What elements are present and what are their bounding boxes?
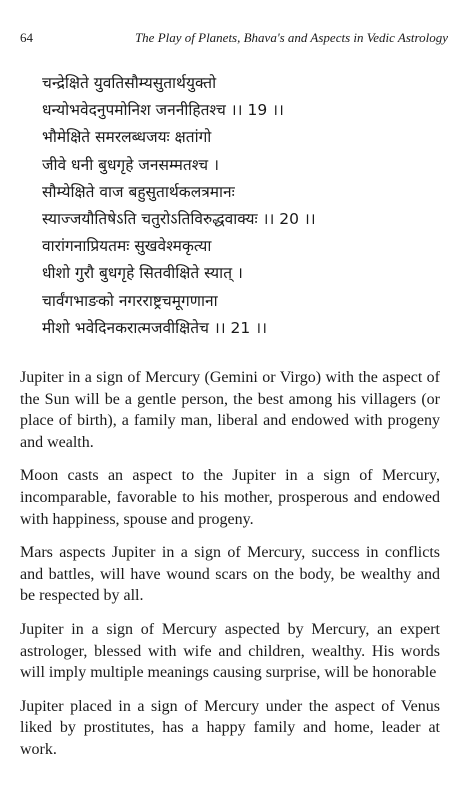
- running-title: The Play of Planets, Bhava's and Aspects in Vedic Astrology: [134, 30, 448, 45]
- verse-line: चार्वंगभाङको नगरराष्ट्रचमूगणाना: [42, 291, 218, 310]
- paragraph: Jupiter placed in a sign of Mercury under the aspect of Venus liked by prostitutes, has a happy family and home, leader at work.: [20, 697, 440, 758]
- verse-line: धीशो गुरौ बुधगृहे सितवीक्षिते स्यात् ।: [42, 264, 243, 283]
- verse-line: मीशो भवेदिनकरात्मजवीक्षितेच ।। 21 ।।: [42, 318, 267, 337]
- verse-line: स्याज्जयौतिषेऽति चतुरोऽतिविरुद्धवाक्यः ।। 20 ।।: [42, 210, 316, 229]
- verse-line: चन्द्रेक्षिते युवतिसौम्यसुतार्थयुक्तो: [42, 74, 217, 92]
- verse-line: धन्योभवेदनुपमोनिश जननीहितश्च ।। 19 ।।: [42, 101, 284, 120]
- page-number: 64: [20, 30, 33, 45]
- paragraph: Moon casts an aspect to the Jupiter in a sign of Mercury, incomparable, favorable to his mother, prosperous and endowed with happiness, spouse and progeny.: [20, 467, 440, 528]
- translation-body: [20, 367, 440, 773]
- page-header: [20, 30, 448, 50]
- verse-line: जीवे धनी बुधगृहे जनसम्मतश्च ।: [42, 155, 219, 174]
- verse-line: सौम्येक्षिते वाज बहुसुतार्थकलत्रमानः: [42, 182, 235, 201]
- sanskrit-verses: [42, 70, 442, 342]
- verse-line: वारांगनाप्रियतमः सुखवेश्मकृत्या: [42, 237, 212, 256]
- paragraph: Jupiter in a sign of Mercury aspected by Mercury, an expert astrologer, blessed with wife and children, wealthy. His words will imply multiple meanings causing surprise, will be honorable: [20, 620, 440, 682]
- paragraph: Mars aspects Jupiter in a sign of Mercury, success in conflicts and battles, will have wound scars on the body, be wealthy and be respected by all.: [20, 544, 440, 605]
- paragraph: Jupiter in a sign of Mercury (Gemini or Virgo) with the aspect of the Sun will be a gentle person, the best among his villagers (or place of birth), a family man, liberal and endowed with progeny and wealth.: [20, 369, 440, 451]
- verse-line: भौमेक्षिते समरलब्धजयः क्षतांगो: [42, 128, 212, 147]
